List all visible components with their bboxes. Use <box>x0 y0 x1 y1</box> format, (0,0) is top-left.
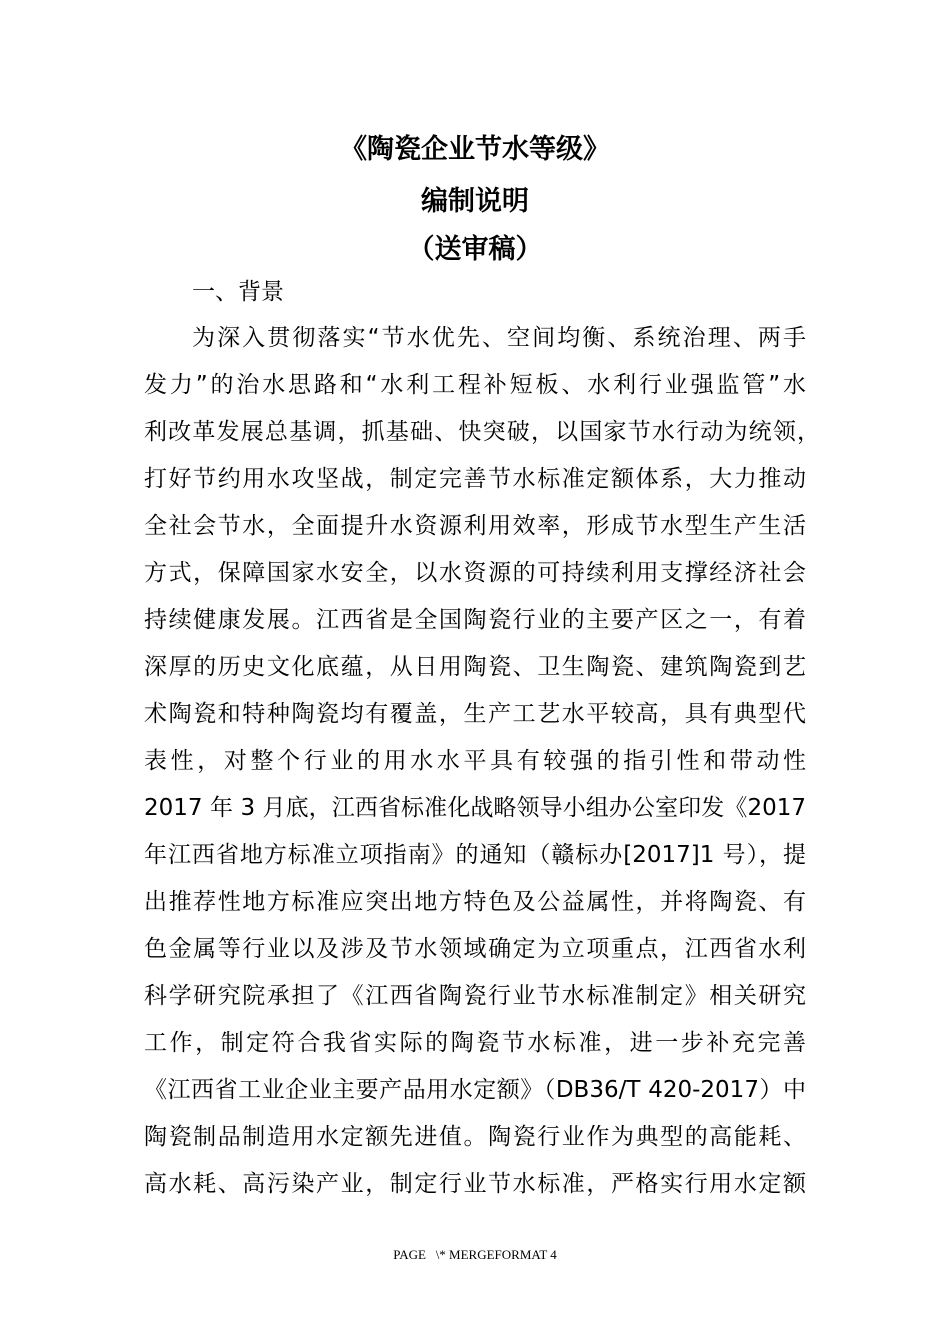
body-line: 发力”的治水思路和“水利工程补短板、水利行业强监管”水 <box>144 372 806 398</box>
body-line: 《江西省工业企业主要产品用水定额》（DB36/T 420-2017）中 <box>144 1077 806 1103</box>
section-heading: 一、背景 <box>192 279 284 305</box>
body-line: 2017 年 3 月底，江西省标准化战略领导小组办公室印发《2017 <box>144 795 806 821</box>
body-line: 出推荐性地方标准应突出地方特色及公益属性，并将陶瓷、有 <box>144 889 806 915</box>
body-line: 全社会节水，全面提升水资源利用效率，形成节水型生产生活 <box>144 513 806 539</box>
body-line: 持续健康发展。江西省是全国陶瓷行业的主要产区之一，有着 <box>144 607 806 633</box>
body-line: 术陶瓷和特种陶瓷均有覆盖，生产工艺水平较高，具有典型代 <box>144 701 806 727</box>
body-line: 高水耗、高污染产业，制定行业节水标准，严格实行用水定额 <box>144 1171 806 1197</box>
body-line: 工作，制定符合我省实际的陶瓷节水标准，进一步补充完善 <box>144 1030 806 1056</box>
draft-note: （送审稿） <box>407 234 543 265</box>
body-line: 深厚的历史文化底蕴，从日用陶瓷、卫生陶瓷、建筑陶瓷到艺 <box>144 654 806 680</box>
document-title: 《陶瓷企业节水等级》 <box>340 134 610 165</box>
document-subtitle: 编制说明 <box>421 186 529 217</box>
body-line: 色金属等行业以及涉及节水领域确定为立项重点，江西省水利 <box>144 936 806 962</box>
body-line: 表性，对整个行业的用水水平具有较强的指引性和带动性 <box>144 748 806 774</box>
body-line: 科学研究院承担了《江西省陶瓷行业节水标准制定》相关研究 <box>144 983 806 1009</box>
body-line: 打好节约用水攻坚战，制定完善节水标准定额体系，大力推动 <box>144 466 806 492</box>
body-line: 为深入贯彻落实“节水优先、空间均衡、系统治理、两手 <box>192 325 806 351</box>
body-line: 利改革发展总基调，抓基础、快突破，以国家节水行动为统领， <box>144 419 820 445</box>
body-line: 方式，保障国家水安全，以水资源的可持续利用支撑经济社会 <box>144 560 806 586</box>
body-line: 年江西省地方标准立项指南》的通知（赣标办[2017]1 号），提 <box>144 842 806 868</box>
body-line: 陶瓷制品制造用水定额先进值。陶瓷行业作为典型的高能耗、 <box>144 1124 806 1150</box>
page-number-field: PAGE \* MERGEFORMAT 4 <box>393 1247 557 1262</box>
